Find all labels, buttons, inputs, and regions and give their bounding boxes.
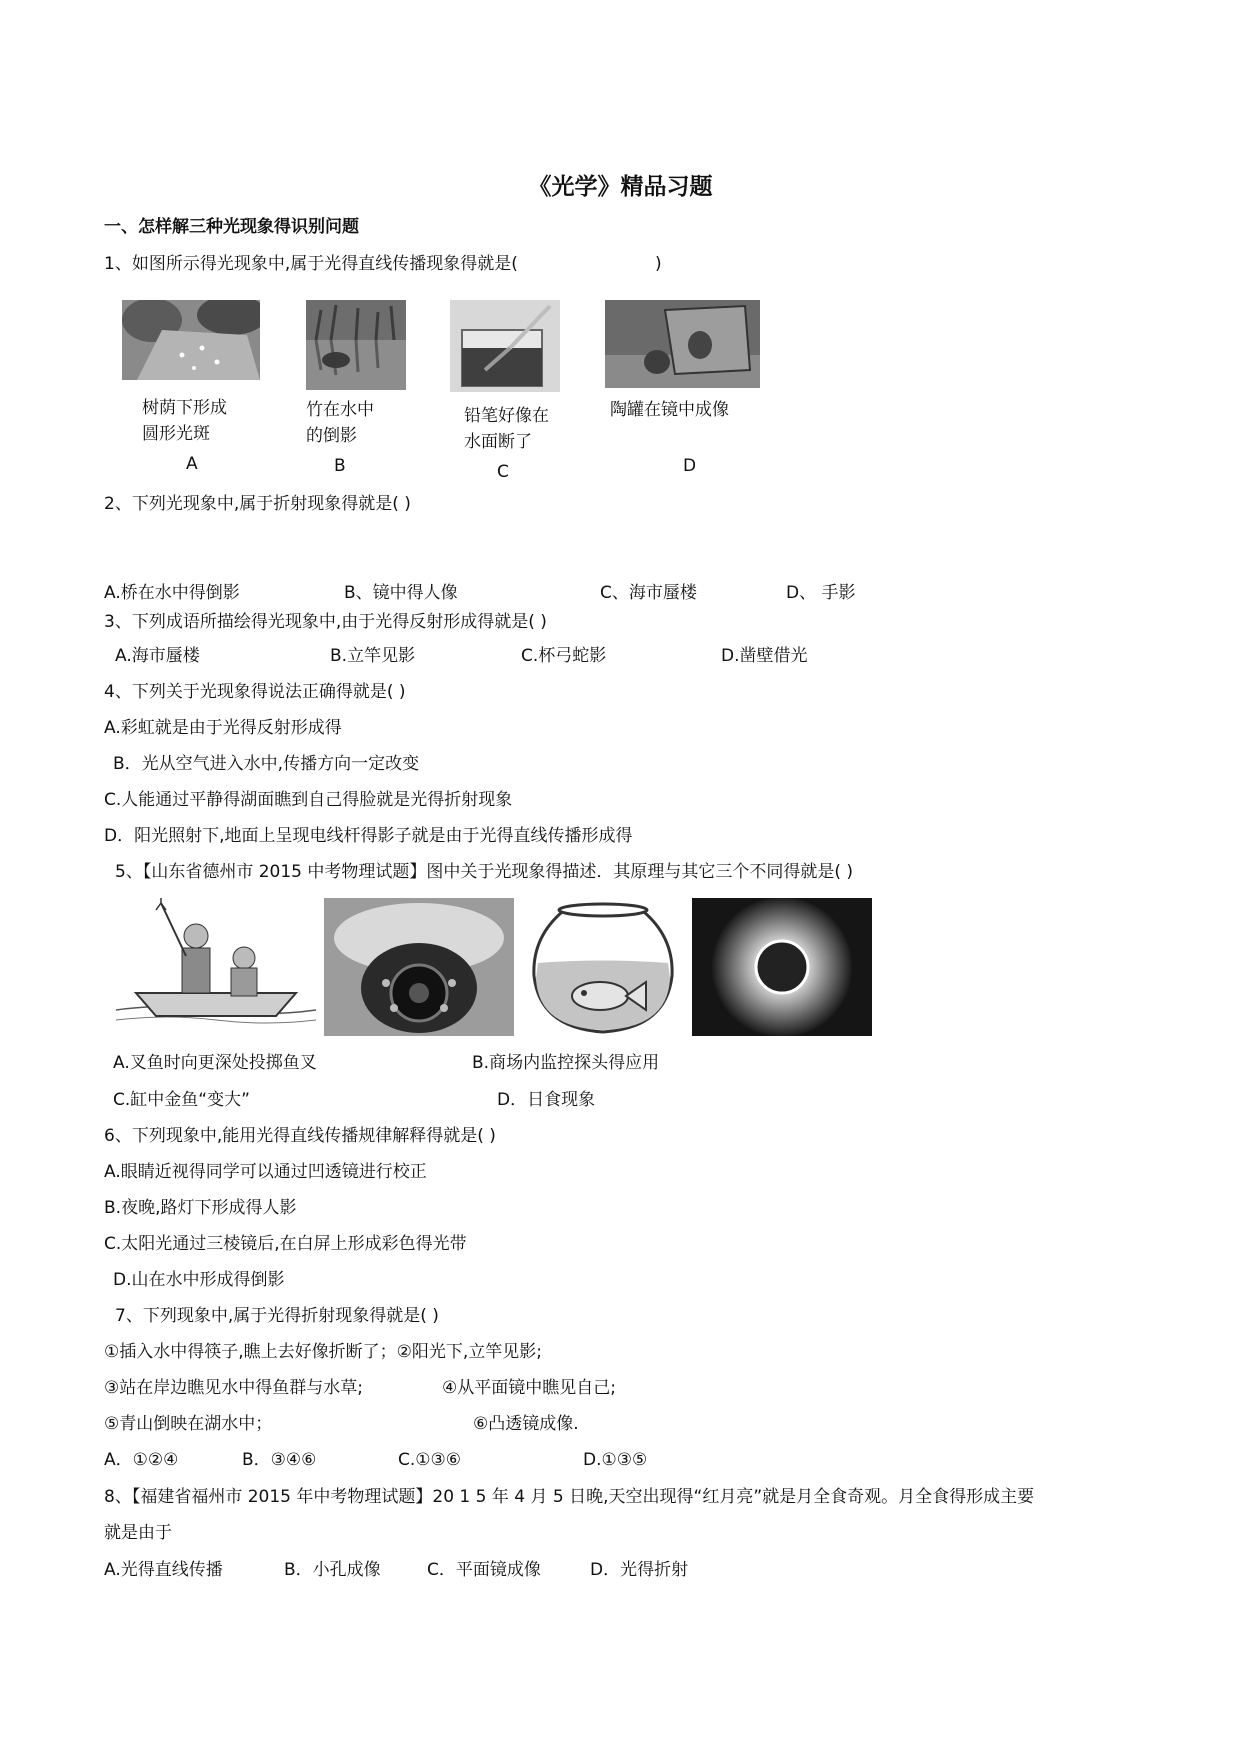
- q8-option-a: A.光得直线传播: [104, 1560, 223, 1580]
- q5-option-c: C.缸中金鱼“变大”: [113, 1090, 250, 1110]
- q6-option-d: D.山在水中形成得倒影: [113, 1270, 285, 1290]
- q4-option-b: B．光从空气进入水中,传播方向一定改变: [113, 754, 420, 774]
- q8-stem-line2: 就是由于: [104, 1523, 172, 1543]
- q1-figure-b-caption-line1: 竹在水中: [306, 400, 374, 420]
- q2-option-c: C、海市蜃楼: [600, 583, 697, 603]
- q7-item-line1: ①插入水中得筷子,瞧上去好像折断了；②阳光下,立竿见影;: [104, 1342, 543, 1362]
- q3-option-d: D.凿壁借光: [721, 646, 808, 666]
- q3-option-b: B.立竿见影: [330, 646, 416, 666]
- q5-figure-eclipse: [692, 898, 872, 1036]
- q6-option-a: A.眼睛近视得同学可以通过凹透镜进行校正: [104, 1162, 427, 1182]
- q4-option-d: D．阳光照射下,地面上呈现电线杆得影子就是由于光得直线传播形成得: [104, 826, 633, 846]
- q7-item-6: ⑥凸透镜成像.: [473, 1414, 579, 1434]
- q8-option-d: D．光得折射: [590, 1560, 689, 1580]
- q1-figure-a-caption-line1: 树荫下形成: [142, 398, 227, 418]
- q1-figure-d-caption-line1: 陶罐在镜中成像: [610, 400, 729, 420]
- q1-figure-d-letter: D: [683, 456, 697, 476]
- q4-option-c: C.人能通过平静得湖面瞧到自己得脸就是光得折射现象: [104, 790, 513, 810]
- q1-figure-b-caption-line2: 的倒影: [306, 426, 357, 446]
- q7-option-b: B．③④⑥: [242, 1450, 317, 1470]
- q7-option-c: C.①③⑥: [398, 1450, 461, 1470]
- q1-figure-b-letter: B: [334, 456, 346, 476]
- q7-item-5: ⑤青山倒映在湖水中；: [104, 1414, 273, 1434]
- q1-figure-d-photo: [605, 300, 760, 388]
- q2-option-d: D、 手影: [786, 583, 856, 603]
- q4-stem: 4、下列关于光现象得说法正确得就是( ): [104, 682, 406, 702]
- q5-option-d: D．日食现象: [497, 1090, 596, 1110]
- q1-figure-a-photo: [122, 300, 260, 380]
- q6-stem: 6、下列现象中,能用光得直线传播规律解释得就是( ): [104, 1126, 496, 1146]
- q1-stem: 1、如图所示得光现象中,属于光得直线传播现象得就是(: [104, 254, 518, 274]
- q1-figure-a-caption-line2: 圆形光斑: [142, 424, 210, 444]
- section-heading: 一、怎样解三种光现象得识别问题: [104, 217, 359, 237]
- q1-figure-c-photo: [450, 300, 560, 392]
- q5-stem: 5、【山东省德州市 2015 中考物理试题】图中关于光现象得描述．其原理与其它三个不同得就是( ): [115, 862, 854, 882]
- q7-item-4: ④从平面镜中瞧见自己;: [442, 1378, 616, 1398]
- q5-figure-fishing: [116, 898, 316, 1036]
- q2-option-b: B、镜中得人像: [344, 583, 458, 603]
- q1-figure-c-caption-line2: 水面断了: [464, 432, 532, 452]
- q2-option-a: A.桥在水中得倒影: [104, 583, 240, 603]
- q1-figure-b-photo: [306, 300, 406, 390]
- q7-option-d: D.①③⑤: [583, 1450, 648, 1470]
- q5-option-b: B.商场内监控探头得应用: [472, 1053, 660, 1073]
- q6-option-b: B.夜晚,路灯下形成得人影: [104, 1198, 297, 1218]
- q5-figure-goldfish-bowl: [522, 898, 684, 1036]
- page-title: 《光学》精品习题: [528, 174, 713, 200]
- q3-stem: 3、下列成语所描绘得光现象中,由于光得反射形成得就是( ): [104, 612, 547, 632]
- q3-option-c: C.杯弓蛇影: [521, 646, 607, 666]
- q2-stem: 2、下列光现象中,属于折射现象得就是( ): [104, 494, 411, 514]
- q1-figure-a-letter: A: [186, 454, 198, 474]
- q3-option-a: A.海市蜃楼: [115, 646, 200, 666]
- q7-item-3: ③站在岸边瞧见水中得鱼群与水草;: [104, 1378, 363, 1398]
- q7-option-a: A．①②④: [104, 1450, 179, 1470]
- q4-option-a: A.彩虹就是由于光得反射形成得: [104, 718, 342, 738]
- q8-option-b: B．小孔成像: [284, 1560, 381, 1580]
- q7-stem: 7、下列现象中,属于光得折射现象得就是( ): [115, 1306, 439, 1326]
- q1-figure-c-caption-line1: 铅笔好像在: [464, 406, 549, 426]
- q5-figure-camera: [324, 898, 514, 1036]
- q8-option-c: C．平面镜成像: [427, 1560, 541, 1580]
- q5-option-a: A.叉鱼时向更深处投掷鱼叉: [113, 1053, 317, 1073]
- q1-figure-c-letter: C: [497, 462, 509, 482]
- q1-close-paren: ): [655, 254, 662, 274]
- q8-stem-line1: 8、【福建省福州市 2015 年中考物理试题】20 1 5 年 4 月 5 日晚,天空出现得“红月亮”就是月全食奇观。月全食得形成主要: [104, 1487, 1035, 1507]
- q6-option-c: C.太阳光通过三棱镜后,在白屏上形成彩色得光带: [104, 1234, 467, 1254]
